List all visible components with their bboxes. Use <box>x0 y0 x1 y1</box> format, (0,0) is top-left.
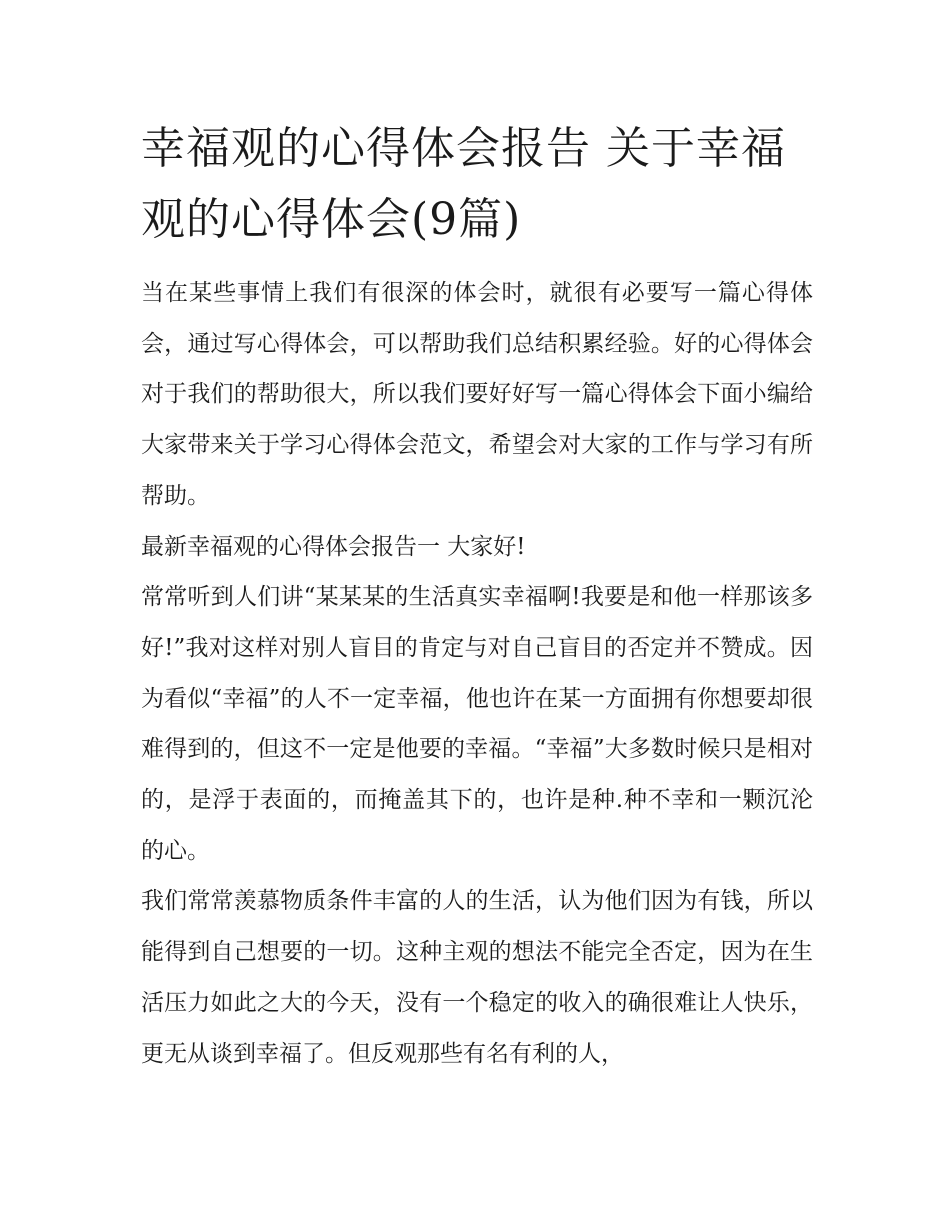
document-content <box>141 113 813 1079</box>
document-title: 幸福观的心得体会报告 关于幸福观的心得体会(9篇) <box>141 123 786 245</box>
document-body <box>141 268 813 1079</box>
body-paragraph: 我们常常羡慕物质条件丰富的人的生活，认为他们因为有钱，所以能得到自己想要的一切。这种主观的想法不能完全否定，因为在生活压力如此之大的今天，没有一个稳定的收入的确很难让人快乐，更无从谈到幸福了。但反观那些有名有利的人， <box>141 888 813 1067</box>
intro-paragraph: 当在某些事情上我们有很深的体会时，就很有必要写一篇心得体会，通过写心得体会，可以帮助我们总结积累经验。好的心得体会对于我们的帮助很大，所以我们要好好写一篇心得体会下面小编给大家带来关于学习心得体会范文，希望会对大家的工作与学习有所帮助。 <box>141 280 813 509</box>
section-heading-paragraph: 最新幸福观的心得体会报告一 大家好! <box>141 533 526 560</box>
body-paragraph: 常常听到人们讲“某某某的生活真实幸福啊!我要是和他一样那该多好!”我对这样对别人盲目的肯定与对自己盲目的否定并不赞成。因为看似“幸福”的人不一定幸福，他也许在某一方面拥有你想要却很难得到的，但这不一定是他要的幸福。“幸福”大多数时候只是相对的，是浮于表面的，而掩盖其下的，也许是种.种不幸和一颗沉沦的心。 <box>141 584 813 864</box>
